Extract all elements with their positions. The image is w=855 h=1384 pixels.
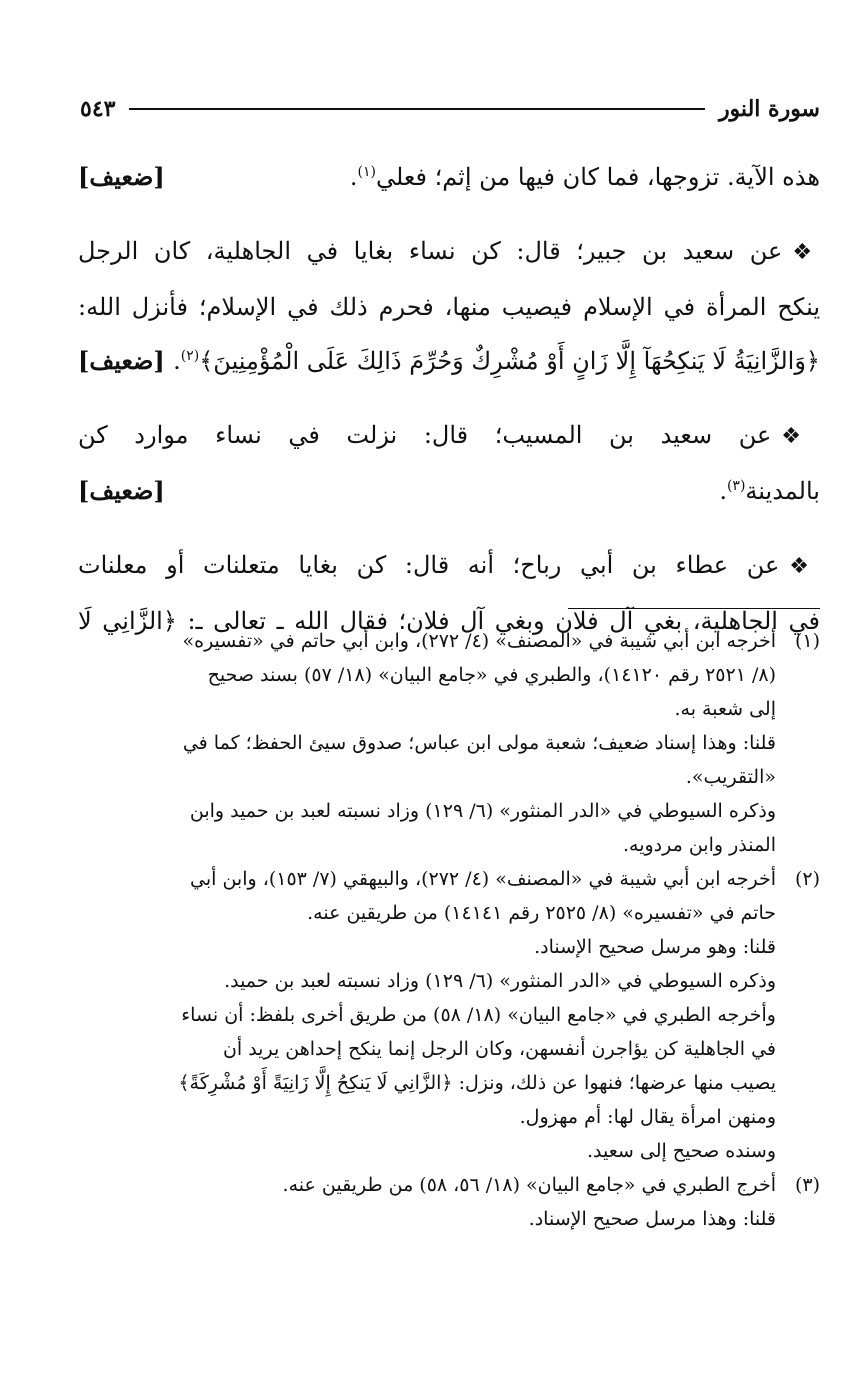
footnote-ref: (٣)	[726, 478, 746, 494]
surah-title: سورة النور	[718, 96, 820, 122]
quran-verse: ﴿وَالزَّانِيَةُ لَا يَنكِحُهَآ إِلَّا زَانٍ أَوْ مُشْرِكٌ وَحُرِّمَ ذَالِكَ عَلَى الْمُؤْمِنِينَ﴾	[199, 347, 820, 375]
text-line	[78, 464, 820, 518]
footnote-line: قلنا: وهذا إسناد ضعيف؛ شعبة مولى ابن عباس؛ صدوق سيئ الحفظ؛ كما في	[182, 732, 776, 754]
main-text	[78, 150, 820, 668]
paragraph-text: في الجاهلية، بغي آل فلان وبغي آل فلان؛ فقال الله ـ تعالى ـ: ﴿الزَّانِي لَا	[78, 607, 820, 635]
paragraph-text: بالمدينة	[745, 477, 820, 505]
header-rule	[129, 108, 704, 110]
footnote-line: وذكره السيوطي في «الدر المنثور» (٦/ ١٢٩) وزاد نسبته لعبد بن حميد.	[224, 970, 776, 992]
footnote-ref: (٢)	[180, 348, 200, 364]
paragraph-text: عن عطاء بن أبي رباح؛ أنه قال: كن بغايا متعلنات أو معلنات	[78, 551, 780, 579]
paragraph-text: هذه الآية. تزوجها، فما كان فيها من إثم؛ فعلي	[375, 163, 820, 191]
text-line	[78, 408, 820, 464]
footnote-divider	[568, 608, 820, 609]
footnote-number: (٢)	[794, 868, 820, 890]
footnote-3	[78, 1168, 820, 1236]
diamond-star-icon: ❖	[789, 554, 820, 579]
footnote-line: وسنده صحيح إلى سعيد.	[586, 1140, 776, 1162]
text-line	[78, 334, 820, 388]
footnote-line: أخرجه ابن أبي شيبة في «المصنف» (٤/ ٢٧٢)، وابن أبي حاتم في «تفسيره»	[182, 630, 776, 652]
diamond-star-icon: ❖	[781, 424, 820, 449]
paragraph-text: ينكح المرأة في الإسلام فيصيب منها، فحرم ذلك في الإسلام؛ فأنزل الله:	[78, 293, 820, 321]
footnote-line: قلنا: وهو مرسل صحيح الإسناد.	[534, 936, 776, 958]
page-number: ٥٤٣	[80, 96, 116, 122]
footnote-line: حاتم في «تفسيره» (٨/ ٢٥٢٥ رقم ١٤١٤١) من طريقين عنه.	[307, 902, 776, 924]
footnote-line: أخرجه ابن أبي شيبة في «المصنف» (٤/ ٢٧٢)، والبيهقي (٧/ ١٥٣)، وابن أبي	[190, 868, 776, 890]
running-header	[80, 92, 820, 126]
footnote-line: «التقريب».	[685, 766, 776, 788]
footnote-line: ومنهن امرأة يقال لها: أم مهزول.	[519, 1106, 776, 1128]
footnote-line: إلى شعبة به.	[674, 698, 776, 720]
footnote-line: وذكره السيوطي في «الدر المنثور» (٦/ ١٢٩) وزاد نسبته لعبد بن حميد وابن	[189, 800, 776, 822]
text-line	[78, 280, 820, 334]
footnote-line: يصيب منها عرضها؛ فنهوا عن ذلك، ونزل: ﴿الزَّانِي لَا يَنكِحُ إِلَّا زَانِيَةً أَوْ مُشْرِكَةً﴾	[178, 1072, 776, 1094]
grade-label: [ضعيف]	[78, 346, 165, 375]
footnote-line: أخرج الطبري في «جامع البيان» (١٨/ ٥٦، ٥٨) من طريقين عنه.	[282, 1174, 776, 1196]
paragraph-continuation	[78, 150, 820, 204]
footnote-ref: (١)	[357, 164, 376, 180]
sentence-end: .	[173, 347, 181, 375]
narration-paragraph	[78, 408, 820, 518]
grade-label: [ضعيف]	[78, 162, 165, 191]
footnote-1	[78, 624, 820, 862]
footnotes	[78, 624, 820, 1236]
footnote-line: في الجاهلية كن يؤاجرن أنفسهن، وكان الرجل إنما ينكح إحداهن يريد أن	[222, 1038, 776, 1060]
footnote-number: (١)	[794, 630, 820, 652]
footnote-2	[78, 862, 820, 1168]
footnote-number: (٣)	[794, 1174, 820, 1196]
text-line	[78, 538, 820, 594]
footnote-line: قلنا: وهذا مرسل صحيح الإسناد.	[528, 1208, 776, 1230]
narration-paragraph	[78, 224, 820, 388]
sentence-end: .	[349, 163, 358, 191]
grade-label: [ضعيف]	[78, 476, 165, 505]
footnote-line: وأخرجه الطبري في «جامع البيان» (١٨/ ٥٨) من طريق أخرى بلفظ: أن نساء	[181, 1004, 776, 1026]
footnote-line: المنذر وابن مردويه.	[622, 834, 776, 856]
text-line	[78, 224, 820, 280]
paragraph-text: عن سعيد بن المسيب؛ قال: نزلت في نساء موارد كن	[78, 421, 772, 449]
diamond-star-icon: ❖	[792, 240, 820, 265]
sentence-end: .	[719, 477, 727, 505]
paragraph-text: عن سعيد بن جبير؛ قال: كن نساء بغايا في الجاهلية، كان الرجل	[78, 237, 783, 265]
text-line	[78, 150, 820, 204]
footnote-line: (٨/ ٢٥٢١ رقم ١٤١٢٠)، والطبري في «جامع البيان» (١٨/ ٥٧) بسند صحيح	[207, 664, 776, 686]
